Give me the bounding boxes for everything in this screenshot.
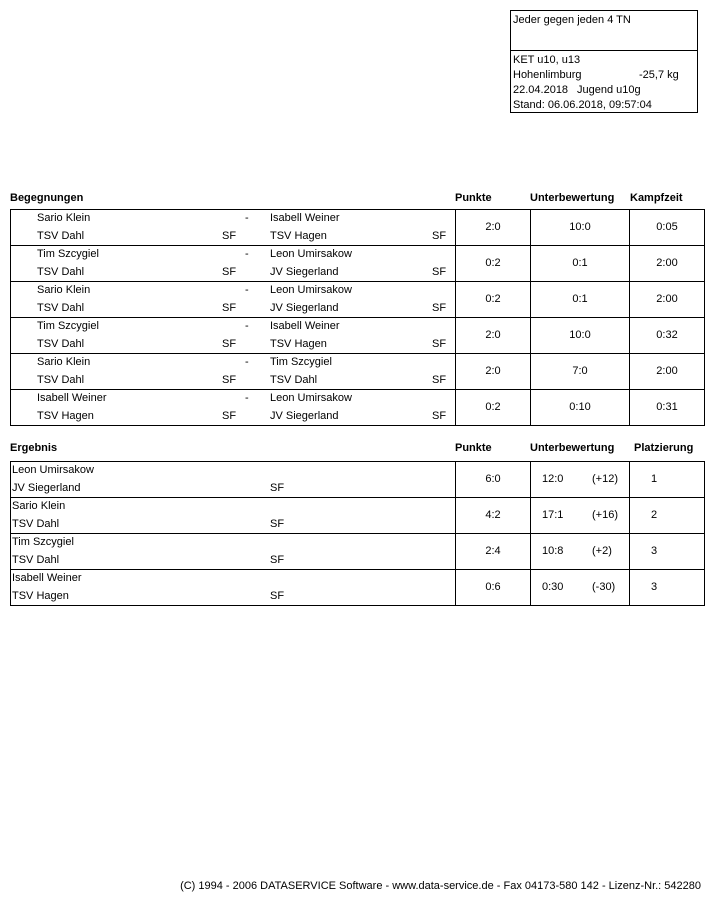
- player-a-name: Isabell Weiner: [37, 392, 107, 404]
- result-punkte: 6:0: [485, 473, 501, 485]
- result-differenz: (+2): [592, 545, 612, 557]
- player-b-tag: SF: [432, 374, 447, 386]
- result-name: Isabell Weiner: [12, 572, 82, 584]
- result-club: TSV Dahl: [12, 554, 60, 566]
- match-row: [11, 246, 704, 282]
- footer-copyright: (C) 1994 - 2006 DATASERVICE Software - www.data-service.de - Fax 04173-580 142 - Lizenz-Nr.: 542280: [180, 880, 701, 892]
- match-row: [11, 210, 704, 246]
- player-a-tag: SF: [222, 410, 237, 422]
- result-punkte: 2:4: [485, 545, 501, 557]
- versus-dash: -: [245, 248, 249, 260]
- player-b-club: JV Siegerland: [270, 410, 339, 422]
- player-a-club: TSV Dahl: [37, 230, 85, 242]
- info-event: KET u10, u13: [513, 54, 581, 66]
- player-a-tag: SF: [222, 374, 237, 386]
- versus-dash: -: [245, 284, 249, 296]
- match-kampfzeit: 0:05: [656, 221, 678, 233]
- match-unterbewertung: 10:0: [569, 329, 591, 341]
- info-age-class: Jugend u10g: [577, 84, 641, 96]
- match-punkte: 0:2: [485, 401, 501, 413]
- player-b-name: Isabell Weiner: [270, 320, 340, 332]
- result-unterbewertung: 12:0: [542, 473, 564, 485]
- result-row: [11, 498, 704, 534]
- player-a-tag: SF: [222, 230, 237, 242]
- match-unterbewertung: 10:0: [569, 221, 591, 233]
- result-platzierung: 3: [651, 545, 658, 557]
- player-a-club: TSV Dahl: [37, 266, 85, 278]
- match-kampfzeit: 2:00: [656, 365, 678, 377]
- player-a-name: Sario Klein: [37, 284, 91, 296]
- player-b-club: TSV Hagen: [270, 338, 327, 350]
- matches-title: Begegnungen: [10, 192, 84, 204]
- match-kampfzeit: 2:00: [656, 293, 678, 305]
- result-platzierung: 2: [651, 509, 658, 521]
- result-row: [11, 570, 704, 606]
- result-row: [11, 534, 704, 570]
- result-tag: SF: [270, 590, 285, 602]
- results-unterbewertung-header: Unterbewertung: [530, 442, 615, 454]
- versus-dash: -: [245, 320, 249, 332]
- result-differenz: (+16): [592, 509, 618, 521]
- result-club: TSV Hagen: [12, 590, 69, 602]
- info-stand: Stand: 06.06.2018, 09:57:04: [513, 99, 652, 111]
- result-differenz: (-30): [592, 581, 616, 593]
- result-club: JV Siegerland: [12, 482, 81, 494]
- info-box: [510, 10, 698, 113]
- result-tag: SF: [270, 482, 285, 494]
- results-table: [10, 461, 705, 606]
- result-platzierung: 1: [651, 473, 658, 485]
- info-date: 22.04.2018: [513, 84, 569, 96]
- result-unterbewertung: 10:8: [542, 545, 564, 557]
- match-unterbewertung: 0:1: [572, 257, 588, 269]
- player-b-tag: SF: [432, 302, 447, 314]
- player-b-tag: SF: [432, 266, 447, 278]
- player-b-tag: SF: [432, 410, 447, 422]
- match-row: [11, 390, 704, 426]
- player-b-name: Isabell Weiner: [270, 212, 340, 224]
- results-title: Ergebnis: [10, 442, 58, 454]
- player-a-name: Sario Klein: [37, 212, 91, 224]
- match-kampfzeit: 0:31: [656, 401, 678, 413]
- match-unterbewertung: 0:10: [569, 401, 591, 413]
- result-unterbewertung: 17:1: [542, 509, 564, 521]
- match-punkte: 2:0: [485, 365, 501, 377]
- player-b-tag: SF: [432, 230, 447, 242]
- player-b-club: TSV Dahl: [270, 374, 318, 386]
- match-punkte: 0:2: [485, 293, 501, 305]
- result-tag: SF: [270, 518, 285, 530]
- result-punkte: 4:2: [485, 509, 501, 521]
- player-b-club: JV Siegerland: [270, 266, 339, 278]
- player-a-name: Tim Szcygiel: [37, 320, 99, 332]
- info-location: Hohenlimburg: [513, 69, 582, 81]
- match-punkte: 2:0: [485, 329, 501, 341]
- player-b-name: Leon Umirsakow: [270, 392, 352, 404]
- player-b-tag: SF: [432, 338, 447, 350]
- matches-unterbewertung-header: Unterbewertung: [530, 192, 615, 204]
- versus-dash: -: [245, 392, 249, 404]
- matches-punkte-header: Punkte: [455, 192, 492, 204]
- player-a-name: Sario Klein: [37, 356, 91, 368]
- player-a-club: TSV Dahl: [37, 374, 85, 386]
- matches-kampfzeit-header: Kampfzeit: [630, 192, 683, 204]
- match-row: [11, 354, 704, 390]
- match-punkte: 2:0: [485, 221, 501, 233]
- results-punkte-header: Punkte: [455, 442, 492, 454]
- player-b-name: Tim Szcygiel: [270, 356, 332, 368]
- match-unterbewertung: 7:0: [572, 365, 588, 377]
- player-a-club: TSV Hagen: [37, 410, 94, 422]
- matches-table: [10, 209, 705, 426]
- info-weight: -25,7 kg: [639, 69, 679, 81]
- match-punkte: 0:2: [485, 257, 501, 269]
- player-a-club: TSV Dahl: [37, 338, 85, 350]
- player-a-tag: SF: [222, 302, 237, 314]
- player-a-club: TSV Dahl: [37, 302, 85, 314]
- player-a-tag: SF: [222, 338, 237, 350]
- result-punkte: 0:6: [485, 581, 501, 593]
- result-name: Leon Umirsakow: [12, 464, 94, 476]
- results-platzierung-header: Platzierung: [634, 442, 694, 454]
- result-name: Sario Klein: [12, 500, 66, 512]
- result-unterbewertung: 0:30: [542, 581, 564, 593]
- result-name: Tim Szcygiel: [12, 536, 74, 548]
- match-kampfzeit: 2:00: [656, 257, 678, 269]
- match-row: [11, 282, 704, 318]
- result-tag: SF: [270, 554, 285, 566]
- versus-dash: -: [245, 212, 249, 224]
- player-a-tag: SF: [222, 266, 237, 278]
- info-title: Jeder gegen jeden 4 TN: [513, 14, 631, 26]
- result-differenz: (+12): [592, 473, 618, 485]
- player-b-name: Leon Umirsakow: [270, 248, 352, 260]
- versus-dash: -: [245, 356, 249, 368]
- match-row: [11, 318, 704, 354]
- match-unterbewertung: 0:1: [572, 293, 588, 305]
- player-b-name: Leon Umirsakow: [270, 284, 352, 296]
- result-club: TSV Dahl: [12, 518, 60, 530]
- result-row: [11, 462, 704, 498]
- player-b-club: JV Siegerland: [270, 302, 339, 314]
- player-b-club: TSV Hagen: [270, 230, 327, 242]
- result-platzierung: 3: [651, 581, 658, 593]
- player-a-name: Tim Szcygiel: [37, 248, 99, 260]
- info-separator: [511, 50, 697, 51]
- match-kampfzeit: 0:32: [656, 329, 678, 341]
